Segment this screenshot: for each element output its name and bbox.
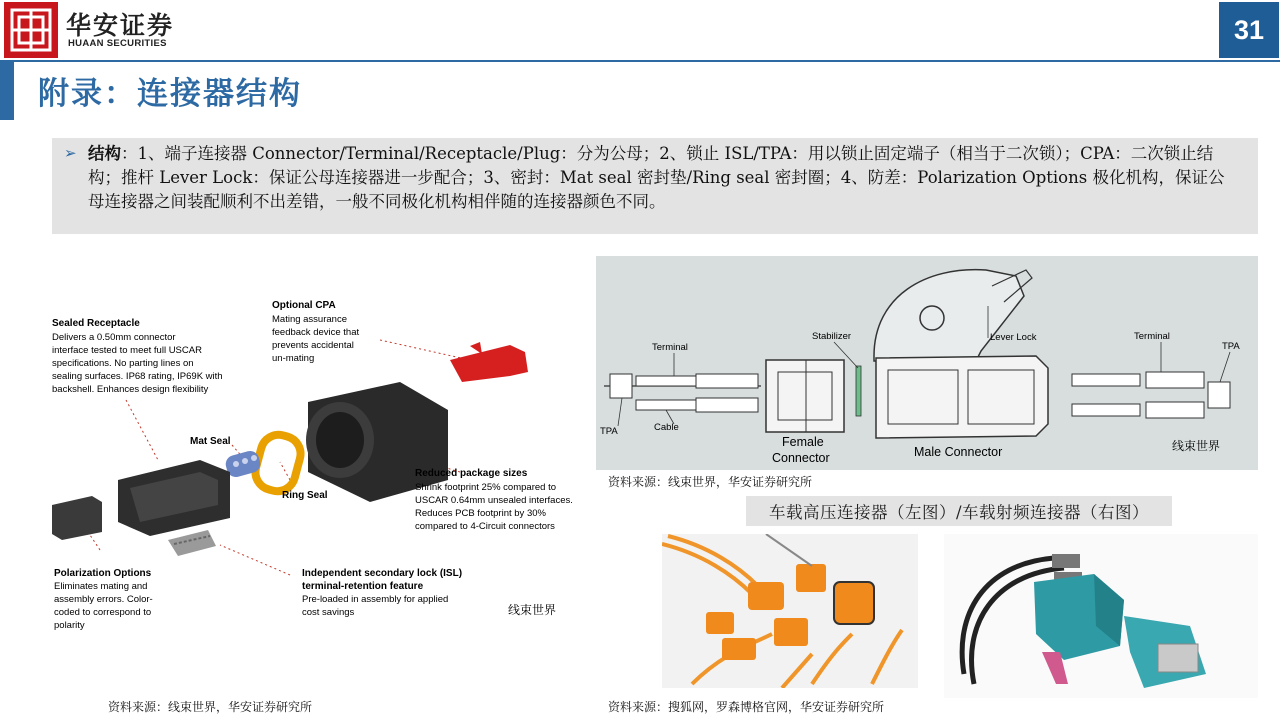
reduced-line: compared to 4-Circuit connectors [415, 521, 555, 532]
sealed-receptacle-title: Sealed Receptacle [52, 318, 140, 329]
reduced-title: Reduced package sizes [415, 468, 528, 479]
rf-connector-photo [944, 534, 1258, 698]
optional-cpa-line: prevents accidental [272, 340, 354, 351]
optional-cpa-line: feedback device that [272, 327, 360, 338]
source-note-bottom-left: 资料来源：线束世界，华安证券研究所 [108, 700, 313, 714]
connector-exploded-figure [40, 290, 590, 640]
terminal-right-label: Terminal [1134, 331, 1170, 342]
hv-connector-photo [662, 534, 918, 688]
lever-lock-label: Lever Lock [990, 332, 1037, 343]
isl-line: cost savings [302, 607, 355, 618]
figure-caption: 车载高压连接器（左图）/车载射频连接器（右图） [746, 496, 1172, 526]
watermark: 线束世界 [1172, 439, 1221, 453]
isl-line: Pre-loaded in assembly for applied [302, 594, 449, 605]
stabilizer-label: Stabilizer [812, 331, 852, 342]
watermark: 线束世界 [508, 603, 557, 617]
sealed-receptacle-line: sealing surfaces. IP68 rating, IP69K with [52, 371, 223, 382]
bullet-arrow-icon: ➢ [64, 144, 77, 162]
female-connector-label: Connector [772, 451, 830, 465]
connector-diagram-figure [596, 256, 1258, 470]
logo-english: HUAAN SECURITIES [68, 38, 167, 49]
title-divider [0, 60, 1280, 62]
reduced-line: USCAR 0.64mm unsealed interfaces. [415, 495, 573, 506]
reduced-line: Shrink footprint 25% compared to [415, 482, 556, 493]
sealed-receptacle-line: interface tested to meet full USCAR [52, 345, 202, 356]
polarization-line: coded to correspond to [54, 607, 152, 618]
polarization-line: polarity [54, 620, 85, 631]
isl-title: terminal-retention feature [302, 581, 424, 592]
summary-label: 结构 [88, 144, 121, 163]
terminal-left-label: Terminal [652, 342, 688, 353]
summary-text [88, 142, 1238, 214]
page-number: 31 [1219, 2, 1279, 58]
logo-icon [4, 2, 58, 58]
connector-diagram-illustration [596, 256, 1258, 470]
sealed-receptacle-line: Delivers a 0.50mm connector [52, 332, 176, 343]
polarization-line: assembly errors. Color- [54, 594, 153, 605]
polarization-title: Polarization Options [54, 568, 152, 579]
connector-exploded-illustration [40, 290, 590, 640]
mat-seal-label: Mat Seal [190, 436, 231, 447]
source-note-top-right: 资料来源：线束世界，华安证券研究所 [608, 475, 813, 489]
sealed-receptacle-body [52, 332, 223, 395]
source-note-bottom-right: 资料来源：搜狐网，罗森博格官网，华安证券研究所 [608, 700, 885, 714]
cable-label: Cable [654, 422, 679, 433]
optional-cpa-line: Mating assurance [272, 314, 347, 325]
polarization-line: Eliminates mating and [54, 581, 148, 592]
optional-cpa-line: un-mating [272, 353, 315, 364]
isl-title: Independent secondary lock (ISL) [302, 568, 463, 579]
reduced-line: Reduces PCB footprint by 30% [415, 508, 546, 519]
logo-chinese: 华安证券 [66, 11, 175, 40]
male-connector-label: Male Connector [914, 445, 1003, 459]
tpa-right-label: TPA [1222, 341, 1240, 352]
summary-body: ：1、端子连接器 Connector/Terminal/Receptacle/Plug：分为公母；2、锁止 ISL/TPA：用以锁止固定端子（相当于二次锁）；CPA：二次锁止结构；推杆 Lever Lock：保证公母连接器进一步配合；3、密封：Mat seal 密封垫/Ring seal 密封圈；4、防差：Polarization Options 极化机构，保证公母连接器之间装配顺利不出差错，一般不同极化机构相伴随的连接器颜色不同。 [88, 144, 1225, 211]
sealed-receptacle-line: backshell. Enhances design flexibility [52, 384, 209, 395]
optional-cpa-title: Optional CPA [272, 300, 336, 311]
page-title: 附录：连接器结构 [38, 76, 302, 112]
ring-seal-label: Ring Seal [282, 490, 328, 501]
female-connector-label: Female [782, 435, 824, 449]
title-accent-bar [0, 62, 14, 120]
sealed-receptacle-line: specifications. No parting lines on [52, 358, 194, 369]
tpa-left-label: TPA [600, 426, 618, 437]
